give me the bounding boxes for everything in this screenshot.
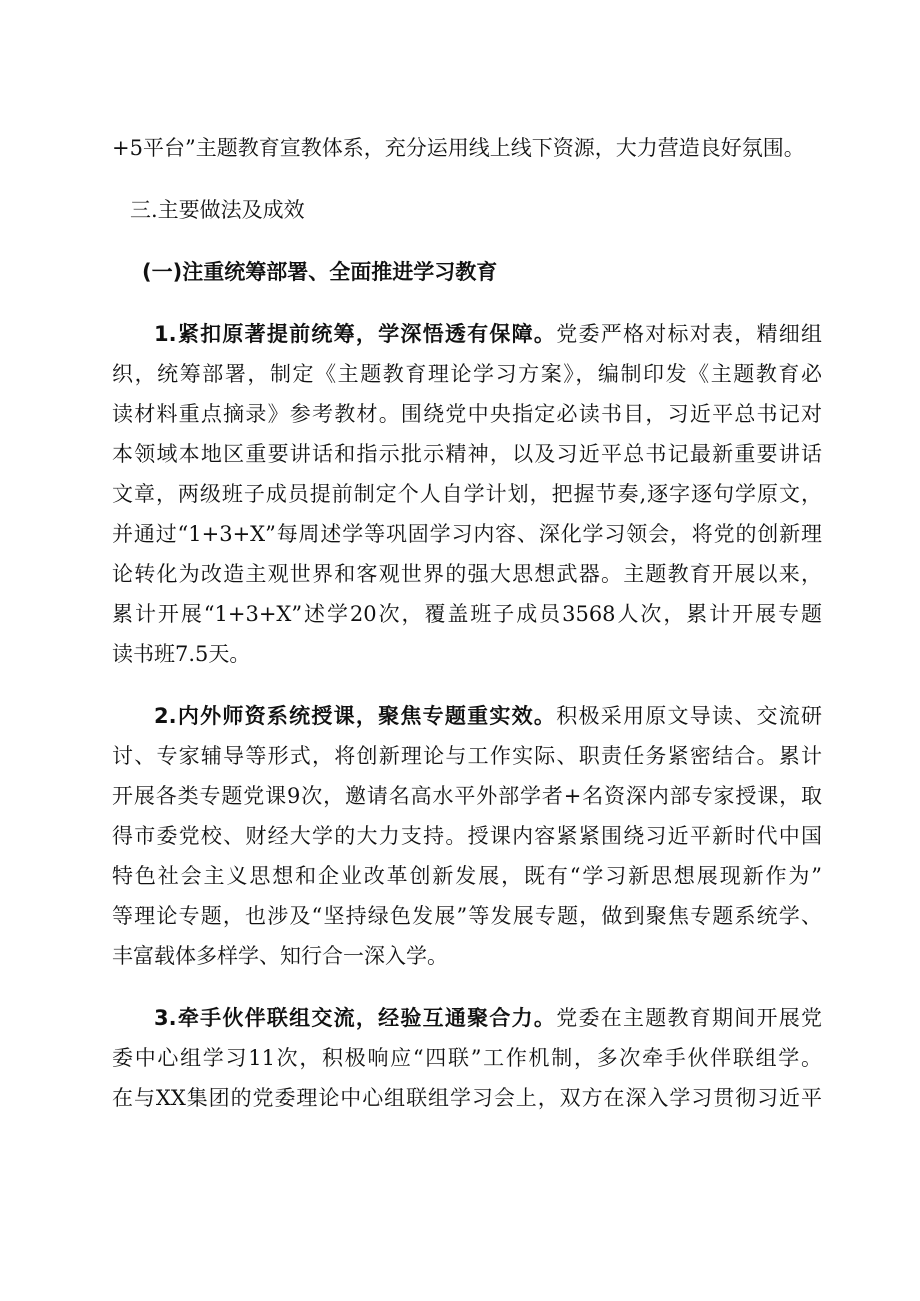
paragraph-first-line [112,314,822,354]
paragraph-line: 讨、专家辅导等形式，将创新理论与工作实际、职责任务紧密结合。累计 [112,744,822,768]
paragraph-line: 等理论专题，也涉及“坚持绿色发展”等发展专题，做到聚焦专题系统学、 [112,904,822,928]
paragraph-line: 织，统筹部署，制定《主题教育理论学习方案》，编制印发《主题教育必 [112,362,822,386]
paragraph-lead: 3.牵手伙伴联组交流，经验互通聚合力。 [154,1006,557,1030]
spacer [112,230,822,252]
spacer [112,292,822,314]
spacer [112,674,822,696]
paragraph-line: 本领域本地区重要讲话和指示批示精神，以及习近平总书记最新重要讲话 [112,442,822,466]
paragraph-line: 开展各类专题党课9次，邀请名高水平外部学者+名资深内部专家授课，取 [112,784,822,808]
paragraph-line: 特色社会主义思想和企业改革创新发展，既有“学习新思想展现新作为” [112,864,822,888]
paragraph-first-line [112,998,822,1038]
paragraph-line: 得市委党校、财经大学的大力支持。授课内容紧紧围绕习近平新时代中国 [112,824,822,848]
paragraph-text: 积极采用原文导读、交流研 [556,704,822,728]
paragraph-line: 丰富载体多样学、知行合一深入学。 [112,944,448,968]
paragraph-1 [112,314,822,674]
paragraph-line: 累计开展“1+3+X”述学20次，覆盖班子成员3568人次，累计开展专题 [112,602,822,626]
paragraph-lead: 1.紧扣原著提前统筹，学深悟透有保障。 [154,322,557,346]
paragraph-2 [112,696,822,976]
spacer [112,168,822,190]
paragraph-text: 党委严格对标对表，精细组 [556,322,822,346]
paragraph-line: 委中心组学习11次，积极响应“四联”工作机制，多次牵手伙伴联组学。 [112,1046,822,1070]
paragraph-line: 读材料重点摘录》参考教材。围绕党中央指定必读书目，习近平总书记对 [112,402,822,426]
document-page [112,128,822,1118]
spacer [112,976,822,998]
paragraph-lead: 2.内外师资系统授课，聚焦专题重实效。 [154,704,557,728]
paragraph-first-line [112,696,822,736]
section-heading: 三.主要做法及成效 [130,198,305,222]
intro-line: +5平台”主题教育宣教体系，充分运用线上线下资源，大力营造良好氛围。 [112,136,805,160]
paragraph-3 [112,998,822,1118]
paragraph-text: 党委在主题教育期间开展党 [556,1006,822,1030]
paragraph-line: 读书班7.5天。 [112,642,251,666]
paragraph-line: 在与XX集团的党委理论中心组联组学习会上，双方在深入学习贯彻习近平 [112,1086,822,1110]
paragraph-line: 文章，两级班子成员提前制定个人自学计划，把握节奏,逐字逐句学原文， [112,482,822,506]
paragraph-line: 并通过“1+3+X”每周述学等巩固学习内容、深化学习领会，将党的创新理 [112,522,822,546]
paragraph-line: 论转化为改造主观世界和客观世界的强大思想武器。主题教育开展以来， [112,562,822,586]
subsection-heading: (一)注重统筹部署、全面推进学习教育 [142,260,498,284]
